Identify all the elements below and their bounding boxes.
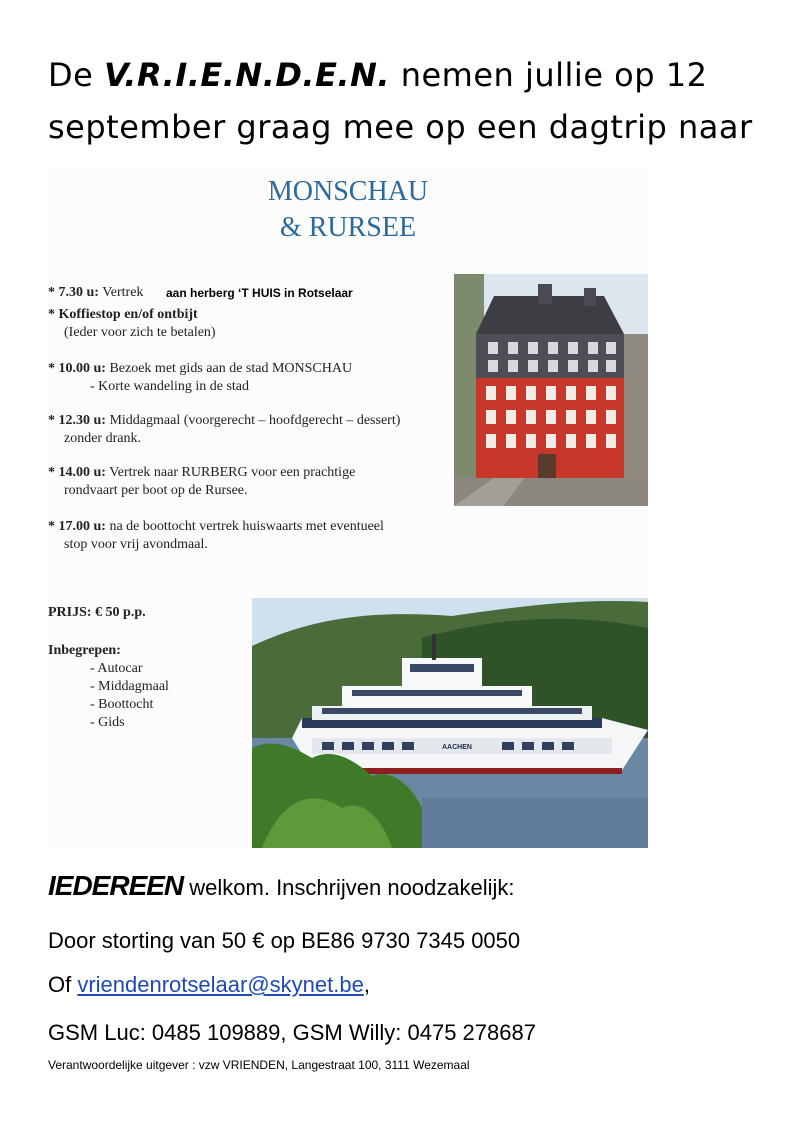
headline-pre: De xyxy=(48,56,94,94)
program-sub: - Korte wandeling in de stad xyxy=(90,379,250,394)
headline-group-name: V.R.I.E.N.D.E.N. xyxy=(104,56,391,94)
welcome-text: welkom. Inschrijven noodzakelijk: xyxy=(183,875,515,900)
included-item: - Boottocht xyxy=(90,697,154,712)
program-text: Vertrek naar RURBERG voor een prachtige xyxy=(109,465,356,480)
program-text: Bezoek met gids aan de stad MONSCHAU xyxy=(109,361,353,376)
program-item xyxy=(48,518,384,554)
program-time: * 17.00 u: xyxy=(48,519,106,534)
program-time: * 7.30 u: xyxy=(48,285,99,300)
included-item: - Autocar xyxy=(90,661,143,676)
boat-name: AACHEN xyxy=(442,744,472,751)
program-item xyxy=(48,284,143,302)
payment-instructions: Door storting van 50 € op BE86 9730 7345 0050 xyxy=(48,928,521,953)
departure-location: aan herberg ‘T HUIS in Rotselaar xyxy=(166,286,353,300)
destination-title xyxy=(258,174,438,246)
monschau-house-photo xyxy=(454,274,648,506)
program-sub: rondvaart per boot op de Rursee. xyxy=(64,483,248,498)
email-line xyxy=(48,972,370,998)
included-item: - Gids xyxy=(90,715,125,730)
program-time: * 14.00 u: xyxy=(48,465,106,480)
program-item xyxy=(48,464,355,500)
email-suffix: , xyxy=(363,972,370,997)
included-list xyxy=(48,642,169,732)
headline-line-2: september graag mee op een dagtrip naar xyxy=(48,108,753,146)
house-illustration xyxy=(454,274,648,506)
program-sub: stop voor vrij avondmaal. xyxy=(64,537,208,552)
headline-post: nemen jullie op 12 xyxy=(400,56,708,94)
responsible-publisher: Verantwoordelijke uitgever : vzw VRIENDEN, Langestraat 100, 3111 Wezemaal xyxy=(48,1058,470,1072)
rursee-boat-photo xyxy=(252,598,648,848)
email-prefix: Of xyxy=(48,972,78,997)
program-sub: zonder drank. xyxy=(64,431,141,446)
gsm-contacts: GSM Luc: 0485 109889, GSM Willy: 0475 278687 xyxy=(48,1020,536,1045)
email-link[interactable]: vriendenrotselaar@skynet.be xyxy=(77,972,364,997)
program-time: * Koffiestop en/of ontbijt xyxy=(48,307,198,322)
boat-illustration xyxy=(252,598,648,848)
program-item xyxy=(48,412,400,448)
program-text: na de boottocht vertrek huiswaarts met eventueel xyxy=(109,519,384,534)
price: PRIJS: € 50 p.p. xyxy=(48,605,146,620)
included-item: - Middagmaal xyxy=(90,679,169,694)
trip-flyer xyxy=(48,168,648,848)
welcome-line xyxy=(48,870,515,902)
program-item xyxy=(48,306,216,342)
program-text: Vertrek xyxy=(102,285,144,300)
welcome-everyone: IEDEREEN xyxy=(48,870,184,901)
program-sub: (Ieder voor zich te betalen) xyxy=(64,325,216,340)
program-time: * 10.00 u: xyxy=(48,361,106,376)
program-text: Middagmaal (voorgerecht – hoofdgerecht – dessert) xyxy=(109,413,401,428)
program-item xyxy=(48,360,352,396)
headline-line-1 xyxy=(48,56,707,94)
destination-title-line-1: MONSCHAU xyxy=(267,176,429,207)
included-label: Inbegrepen: xyxy=(48,643,121,658)
program-time: * 12.30 u: xyxy=(48,413,106,428)
destination-title-line-2: & RURSEE xyxy=(279,212,417,243)
